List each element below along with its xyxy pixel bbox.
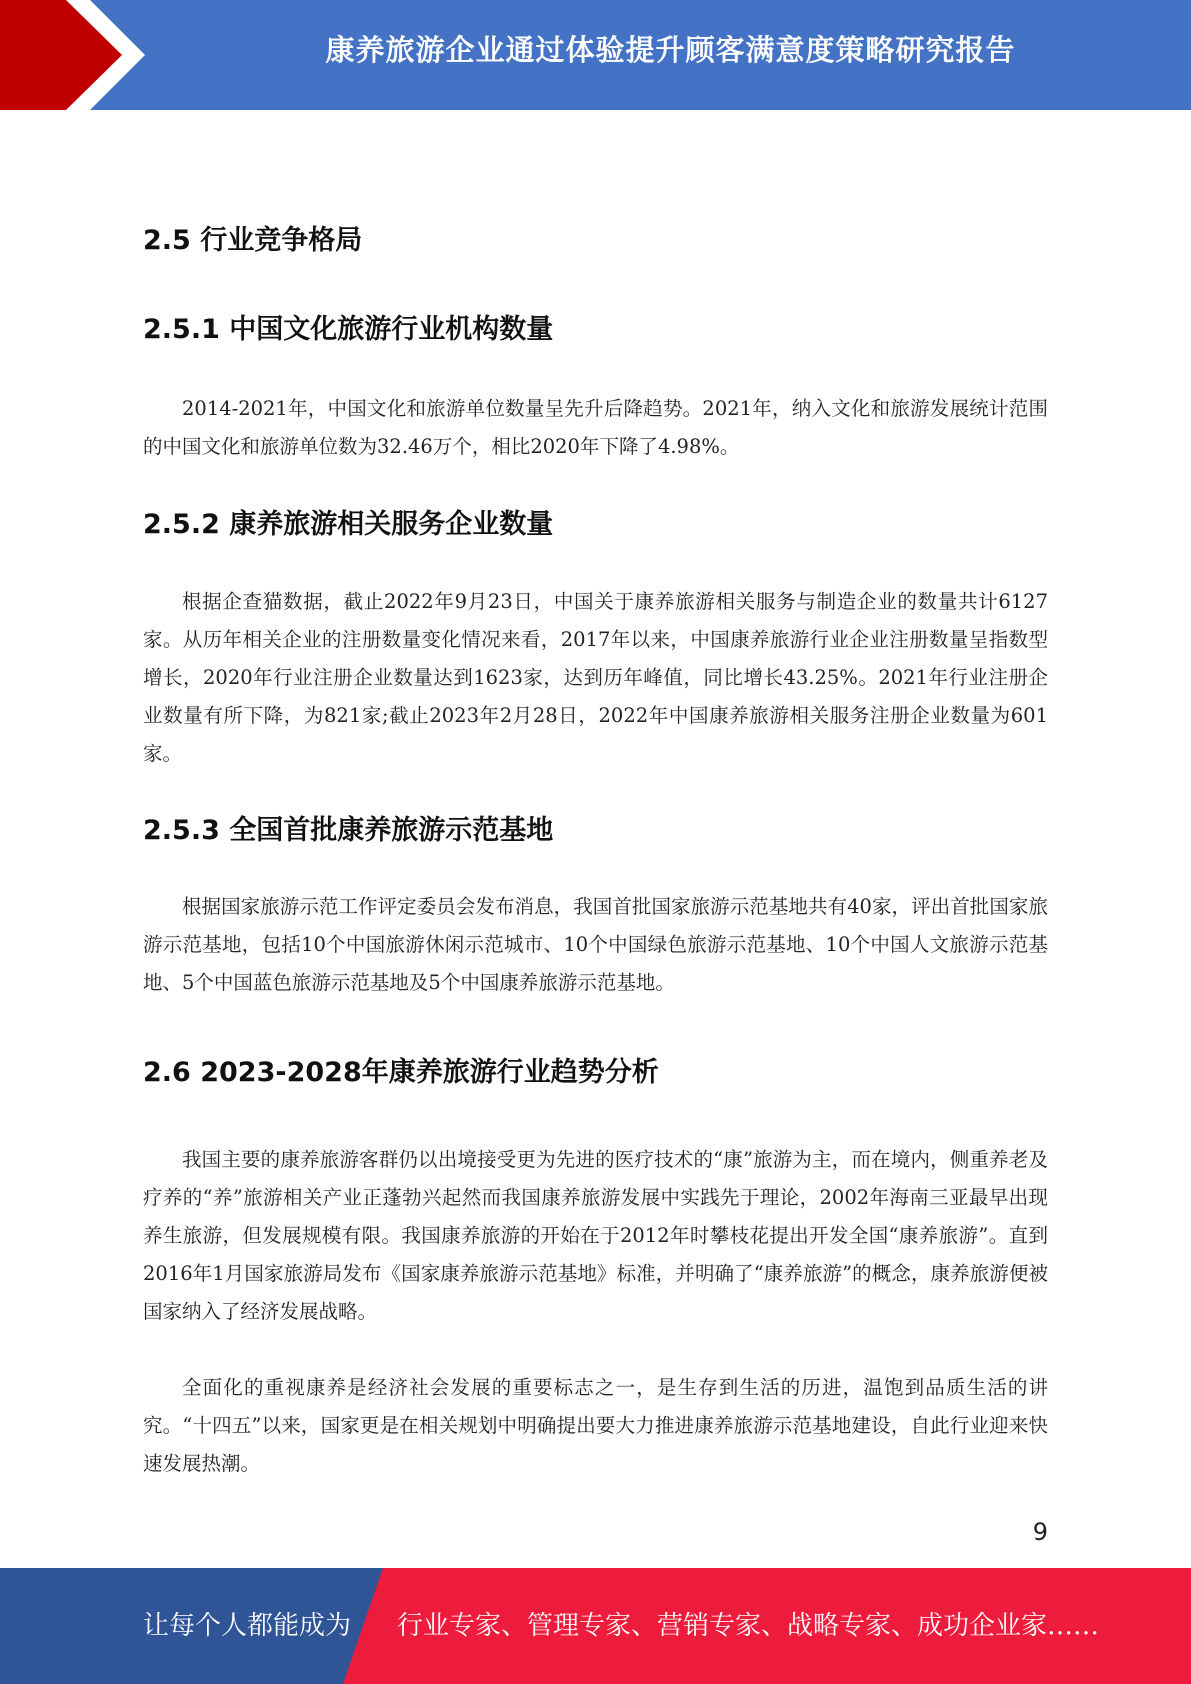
section-heading-2-5-1: 2.5.1 中国文化旅游行业机构数量 xyxy=(143,314,554,345)
footer-slogan-right: 行业专家、管理专家、营销专家、战略专家、成功企业家…… xyxy=(397,1611,1100,1641)
section-heading-2-5: 2.5 行业竞争格局 xyxy=(143,225,363,256)
section-heading-2-5-3: 2.5.3 全国首批康养旅游示范基地 xyxy=(143,815,554,846)
section-heading-2-5-2: 2.5.2 康养旅游相关服务企业数量 xyxy=(143,509,554,540)
paragraph-2-5-3: 根据国家旅游示范工作评定委员会发布消息，我国首批国家旅游示范基地共有40家，评出首批国家旅游示范基地，包括10个中国旅游休闲示范城市、10个中国绿色旅游示范基地、10个中国人文旅游示范基地、5个中国蓝色旅游示范基地及5个中国康养旅游示范基地。 xyxy=(143,895,1048,994)
page-footer xyxy=(0,1568,1191,1684)
paragraph-2-5-2: 根据企查猫数据，截止2022年9月23日，中国关于康养旅游相关服务与制造企业的数量共计6127家。从历年相关企业的注册数量变化情况来看，2017年以来，中国康养旅游行业企业注册数量呈指数型增长，2020年行业注册企业数量达到1623家，达到历年峰值，同比增长43.25%。2021年行业注册企业数量有所下降，为821家;截止2023年2月28日，2022年中国康养旅游相关服务注册企业数量为601家。 xyxy=(143,590,1048,765)
paragraph-2-5-1: 2014-2021年，中国文化和旅游单位数量呈先升后降趋势。2021年，纳入文化和旅游发展统计范围的中国文化和旅游单位数为32.46万个，相比2020年下降了4.98%。 xyxy=(143,397,1048,458)
paragraph-2-6-2: 全面化的重视康养是经济社会发展的重要标志之一，是生存到生活的历进，温饱到品质生活的讲究。“十四五”以来，国家更是在相关规划中明确提出要大力推进康养旅游示范基地建设，自此行业迎来快速发展热潮。 xyxy=(143,1376,1048,1475)
page-number: 9 xyxy=(1032,1518,1048,1546)
section-heading-2-6: 2.6 2023-2028年康养旅游行业趋势分析 xyxy=(143,1057,659,1088)
footer-slogan-left: 让每个人都能成为 xyxy=(143,1611,352,1641)
paragraph-2-6-1: 我国主要的康养旅游客群仍以出境接受更为先进的医疗技术的“康”旅游为主，而在境内，侧重养老及疗养的“养”旅游相关产业正蓬勃兴起然而我国康养旅游发展中实践先于理论，2002年海南三亚最早出现养生旅游，但发展规模有限。我国康养旅游的开始在于2012年时攀枝花提出开发全国“康养旅游”。直到2016年1月国家旅游局发布《国家康养旅游示范基地》标准，并明确了“康养旅游”的概念，康养旅游便被国家纳入了经济发展战略。 xyxy=(143,1148,1048,1323)
report-title: 康养旅游企业通过体验提升顾客满意度策略研究报告 xyxy=(325,33,1016,67)
page-header xyxy=(0,0,1191,110)
header-arrow-decoration xyxy=(0,0,160,110)
